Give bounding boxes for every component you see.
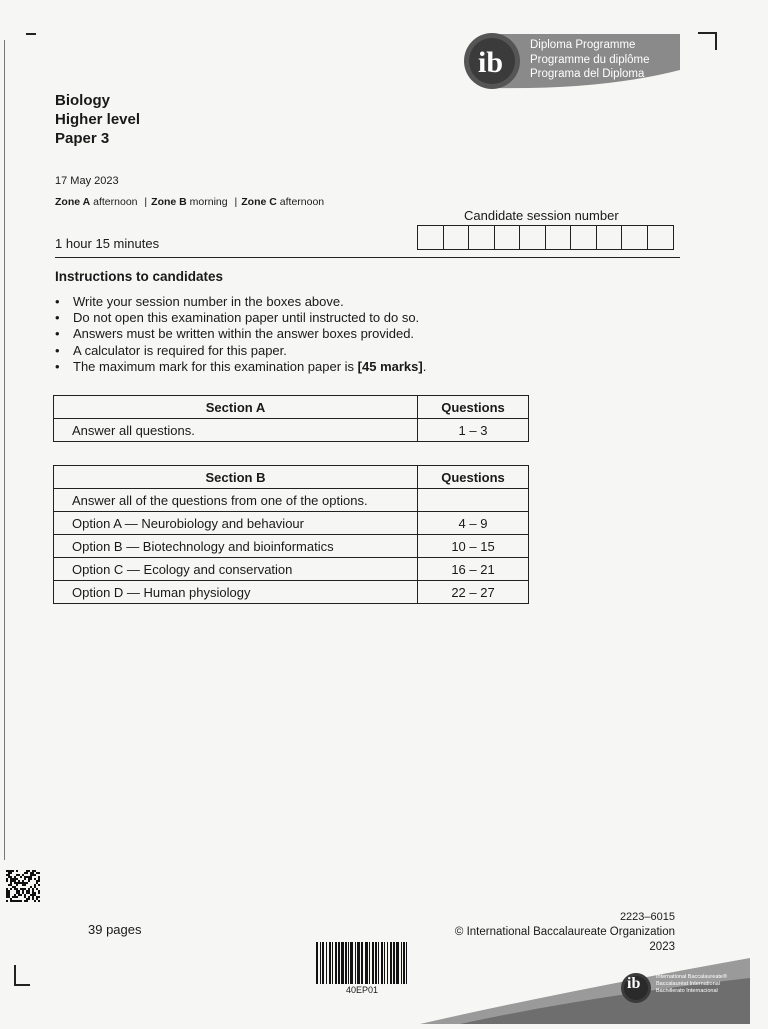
footer-org-text (656, 974, 727, 994)
zone-c-label: Zone C (241, 196, 277, 208)
table-row (54, 535, 529, 558)
option-c-desc: Option C — Ecology and conservation (54, 558, 418, 581)
instruction-text: The maximum mark for this examination paper is (73, 358, 355, 374)
option-b-questions: 10 – 15 (418, 535, 529, 558)
instruction-period: . (422, 358, 427, 374)
crop-mark-bottom-left-h (14, 984, 30, 986)
option-a-desc: Option A — Neurobiology and behaviour (54, 512, 418, 535)
header-rule (55, 257, 680, 258)
section-a-desc: Answer all questions. (54, 419, 418, 442)
exam-date: 17 May 2023 (55, 175, 119, 187)
page-count: 39 pages (88, 922, 142, 937)
zone-a-label: Zone A (55, 196, 91, 208)
table-row (54, 581, 529, 604)
session-number-box[interactable] (571, 226, 597, 249)
logo-text (530, 38, 650, 82)
exam-title (55, 91, 140, 148)
crop-mark-top-right-h (698, 32, 716, 34)
option-c-questions: 16 – 21 (418, 558, 529, 581)
logo-line-3: Programa del Diploma (530, 68, 645, 80)
option-a-questions: 4 – 9 (418, 512, 529, 535)
max-marks: [45 marks] (357, 358, 423, 374)
paper-code: 2223–6015 (619, 911, 675, 923)
candidate-session-label: Candidate session number (464, 208, 619, 223)
zone-b-time: morning (189, 196, 228, 208)
crop-mark-top-left (26, 33, 36, 35)
table-row (54, 558, 529, 581)
session-number-box[interactable] (495, 226, 521, 249)
ib-diploma-logo (462, 32, 682, 90)
crop-mark-top-right-v (715, 32, 717, 50)
org-line-3: Bachillerato Internacional (656, 987, 718, 994)
zones (55, 196, 324, 208)
barcode-code: 40EP01 (345, 985, 379, 995)
session-number-box[interactable] (648, 226, 674, 249)
org-line-1: International Baccalaureate® (656, 974, 728, 980)
zone-a-time: afternoon (93, 196, 138, 208)
session-number-box[interactable] (622, 226, 648, 249)
logo-line-2: Programme du diplôme (530, 53, 650, 66)
level: Higher level (55, 111, 141, 128)
section-b-desc: Answer all of the questions from one of the options. (54, 489, 418, 512)
session-number-box[interactable] (597, 226, 623, 249)
section-b-header-row (54, 466, 529, 489)
candidate-session-number-boxes[interactable] (417, 225, 674, 250)
zone-c-time: afternoon (279, 196, 325, 208)
exam-duration: 1 hour 15 minutes (55, 236, 160, 251)
section-a-questions-header: Questions (418, 396, 529, 419)
table-row (54, 512, 529, 535)
session-number-box[interactable] (520, 226, 546, 249)
instruction-item: • Write your session number in the boxes above. (55, 294, 426, 310)
session-number-box[interactable] (546, 226, 572, 249)
instruction-item: • Answers must be written within the answer boxes provided. (55, 326, 426, 342)
subject: Biology (55, 92, 110, 109)
session-number-box[interactable] (444, 226, 470, 249)
section-b-table (53, 465, 529, 604)
footer-ib-logo-mark: ib (627, 975, 641, 992)
session-number-box[interactable] (469, 226, 495, 249)
zone-separator: | (234, 196, 238, 208)
instructions-heading: Instructions to candidates (55, 269, 224, 284)
section-b-questions-header: Questions (418, 466, 529, 489)
paper: Paper 3 (55, 130, 110, 147)
option-d-questions: 22 – 27 (418, 581, 529, 604)
barcode-icon (316, 942, 408, 984)
instructions-list (55, 294, 426, 375)
page-left-edge (4, 40, 5, 860)
option-d-desc: Option D — Human physiology (54, 581, 418, 604)
section-b-questions (418, 489, 529, 512)
instruction-item-max-marks (55, 359, 426, 375)
org-line-2: Baccalauréat International (656, 980, 720, 987)
zone-b-label: Zone B (151, 196, 187, 208)
instruction-item: • Do not open this examination paper until instructed to do so. (55, 310, 426, 326)
option-b-desc: Option B — Biotechnology and bioinformatics (54, 535, 418, 558)
zone-separator: | (144, 196, 148, 208)
section-a-header-row (54, 396, 529, 419)
ib-logo-mark: ib (478, 46, 504, 79)
section-a-table (53, 395, 529, 442)
section-a-header: Section A (54, 396, 418, 419)
table-row (54, 419, 529, 442)
section-a-questions: 1 – 3 (418, 419, 529, 442)
session-number-box[interactable] (418, 226, 444, 249)
logo-line-1: Diploma Programme (530, 39, 636, 51)
section-b-header: Section B (54, 466, 418, 489)
qr-code-icon (6, 870, 40, 902)
instruction-item: • A calculator is required for this paper. (55, 343, 426, 359)
table-row (54, 489, 529, 512)
crop-mark-bottom-left-v (14, 965, 16, 985)
footer-code-block (450, 910, 675, 955)
copyright: © International Baccalaureate Organization 2023 (454, 926, 675, 953)
